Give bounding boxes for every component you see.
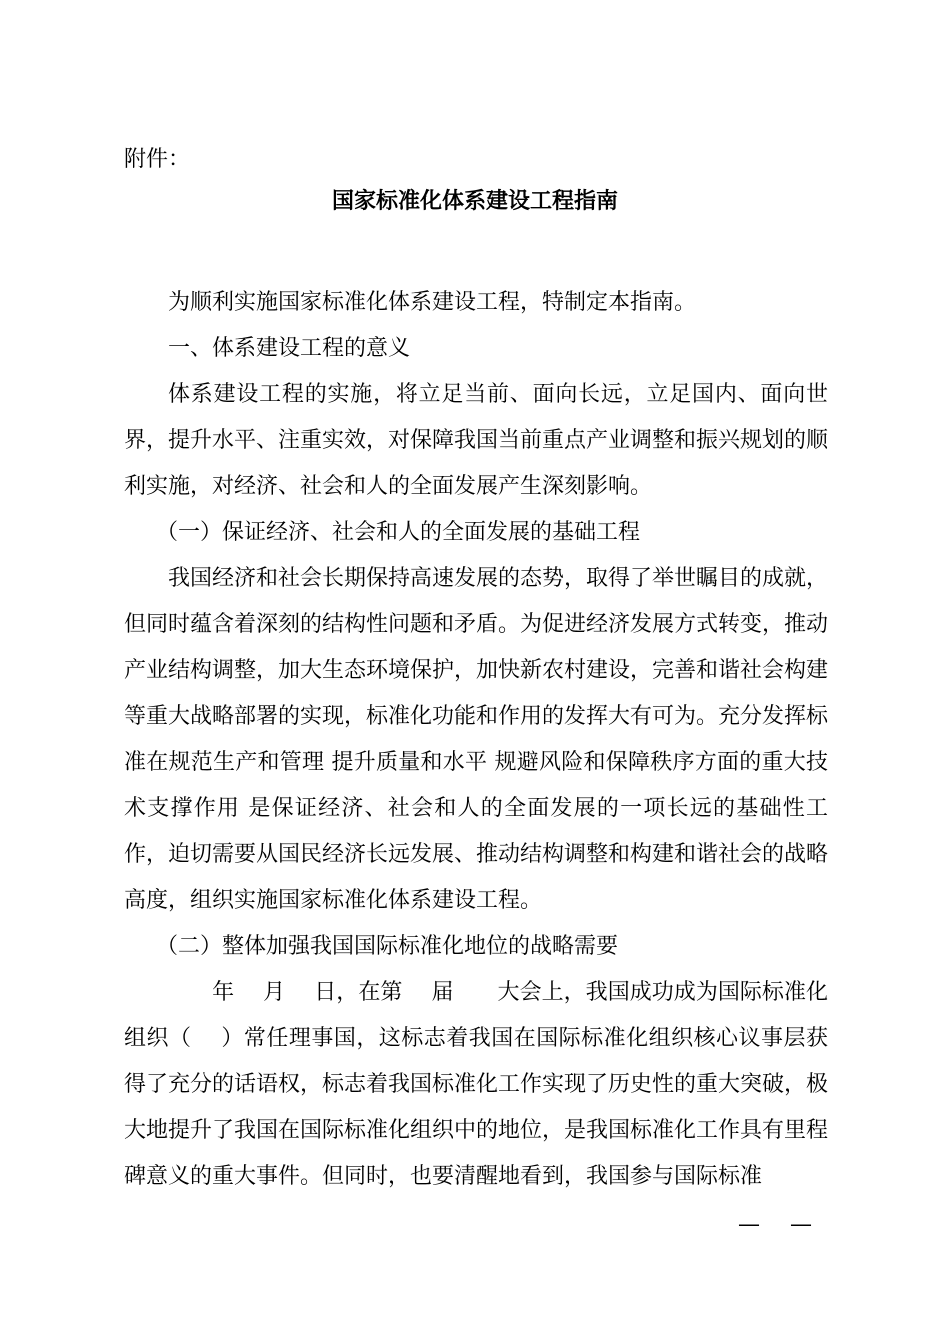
section-1-paragraph: 体系建设工程的实施，将立足当前、面向长远，立足国内、面向世界，提升水平、注重实效，对保障我国当前重点产业调整和振兴规划的顺利实施，对经济、社会和人的全面发展产生深刻影响。: [124, 382, 829, 499]
document-body: [124, 280, 828, 1200]
subsection-heading-2: （二）整体加强我国国际标准化地位的战略需要: [156, 934, 619, 959]
section-heading-1: 一、体系建设工程的意义: [168, 336, 411, 361]
subsection-2-paragraph: 年 月 日，在第 届 大会上，我国成功成为国际标准化组织（ ）常任理事国，这标志着我国在国际标准化组织核心议事层获得了充分的话语权，标志着我国标准化工作实现了历史性的重大突破，极大地提升了我国在国际标准化组织中的地位，是我国标准化工作具有里程碑意义的重大事件。但同时，也要清醒地看到，我国参与国际标准: [124, 980, 829, 1189]
attachment-label: 附件：: [124, 147, 191, 172]
document-title: 国家标准化体系建设工程指南: [331, 189, 618, 214]
subsection-1-paragraph: 我国经济和社会长期保持高速发展的态势，取得了举世瞩目的成就，但同时蕴含着深刻的结构性问题和矛盾。为促进经济发展方式转变，推动产业结构调整，加大生态环境保护，加快新农村建设，完善和谐社会构建等重大战略部署的实现，标准化功能和作用的发挥大有可为。充分发挥标准在规范生产和管理 提升质量和水平 规避风险和保障秩序方面的重大技术支撑作用 是保证经济、社会和人的全面发展的一项长远的基础性工作，迫切需要从国民经济长远发展、推动结构调整和构建和谐社会的战略高度，组织实施国家标准化体系建设工程。: [124, 566, 829, 913]
page-footer: — —: [738, 1212, 817, 1237]
subsection-heading-1: （一）保证经济、社会和人的全面发展的基础工程: [156, 520, 641, 545]
intro-paragraph: 为顺利实施国家标准化体系建设工程，特制定本指南。: [168, 290, 697, 315]
